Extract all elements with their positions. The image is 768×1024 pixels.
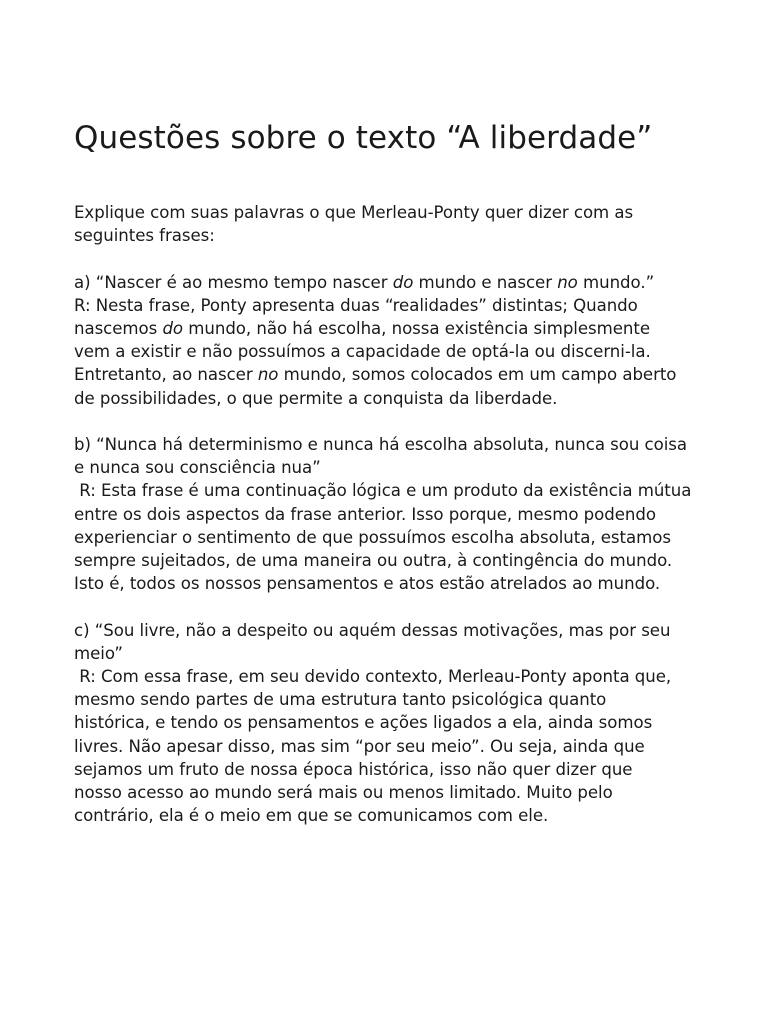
question-a-emphasis: no bbox=[557, 272, 578, 292]
answer-c-line: sejamos um fruto de nossa época histórica, isso não quer dizer que bbox=[74, 759, 633, 779]
question-c-block bbox=[74, 619, 700, 828]
answer-a-line bbox=[74, 317, 700, 340]
answer-a-emphasis: do bbox=[162, 319, 184, 338]
answer-b-line: entre os dois aspectos da frase anterior. Isso porque, mesmo podendo bbox=[74, 504, 656, 524]
question-a-part: mundo e nascer bbox=[413, 272, 558, 292]
answer-c-line: nosso acesso ao mundo será mais ou menos limitado. Muito pelo bbox=[74, 783, 613, 803]
answer-c-line: histórica, e tendo os pensamentos e ações ligados a ela, ainda somos bbox=[74, 713, 653, 733]
question-a-part: a) “Nascer é ao mesmo tempo nascer bbox=[74, 272, 393, 292]
answer-a-line: R: Nesta frase, Ponty apresenta duas “realidades” distintas; Quando bbox=[74, 295, 638, 315]
answer-a-part: mundo, não há escolha, nossa existência simplesmente bbox=[183, 319, 650, 338]
answer-b-line: R: Esta frase é uma continuação lógica e um produto da existência mútua bbox=[74, 481, 692, 501]
question-a-text bbox=[74, 271, 700, 294]
question-a-emphasis: do bbox=[392, 272, 414, 292]
answer-a-emphasis: no bbox=[257, 365, 279, 385]
answer-a-part: Entretanto, ao nascer bbox=[74, 365, 258, 385]
answer-c-line: livres. Não apesar disso, mas sim “por seu meio”. Ou seja, ainda que bbox=[74, 736, 645, 756]
answer-b-line: Isto é, todos os nossos pensamentos e atos estão atrelados ao mundo. bbox=[74, 574, 661, 594]
answer-c-line: mesmo sendo partes de uma estrutura tanto psicológica quanto bbox=[74, 690, 607, 710]
answer-c-line: R: Com essa frase, em seu devido contexto, Merleau-Ponty aponta que, bbox=[74, 667, 672, 687]
question-c-line: c) “Sou livre, não a despeito ou aquém dessas motivações, mas por seu bbox=[74, 620, 671, 640]
intro-line: seguintes frases: bbox=[74, 226, 215, 246]
answer-b-line: sempre sujeitados, de uma maneira ou outra, à contingência do mundo. bbox=[74, 551, 673, 571]
question-b-line: e nunca sou consciência nua” bbox=[74, 458, 321, 478]
question-b-block bbox=[74, 433, 700, 595]
question-a-block bbox=[74, 271, 700, 410]
answer-c-line: contrário, ela é o meio em que se comunicamos com ele. bbox=[74, 806, 549, 826]
document-body bbox=[74, 201, 700, 851]
answer-a-line: de possibilidades, o que permite a conquista da liberdade. bbox=[74, 388, 558, 408]
answer-a-line: vem a existir e não possuímos a capacidade de optá-la ou discerni-la. bbox=[74, 342, 651, 362]
answer-a-part: mundo, somos colocados em um campo aberto bbox=[278, 365, 677, 385]
intro-paragraph bbox=[74, 201, 700, 247]
answer-a-part: nascemos bbox=[74, 319, 163, 338]
question-c-line: meio” bbox=[74, 643, 123, 663]
question-a-part: mundo.” bbox=[577, 272, 655, 292]
question-b-line: b) “Nunca há determinismo e nunca há escolha absoluta, nunca sou coisa bbox=[74, 435, 687, 454]
answer-a-line bbox=[74, 363, 700, 386]
answer-b-line: experienciar o sentimento de que possuímos escolha absoluta, estamos bbox=[74, 527, 671, 547]
page-title: Questões sobre o texto “A liberdade” bbox=[74, 120, 653, 156]
intro-line: Explique com suas palavras o que Merleau-Ponty quer dizer com as bbox=[74, 203, 634, 222]
